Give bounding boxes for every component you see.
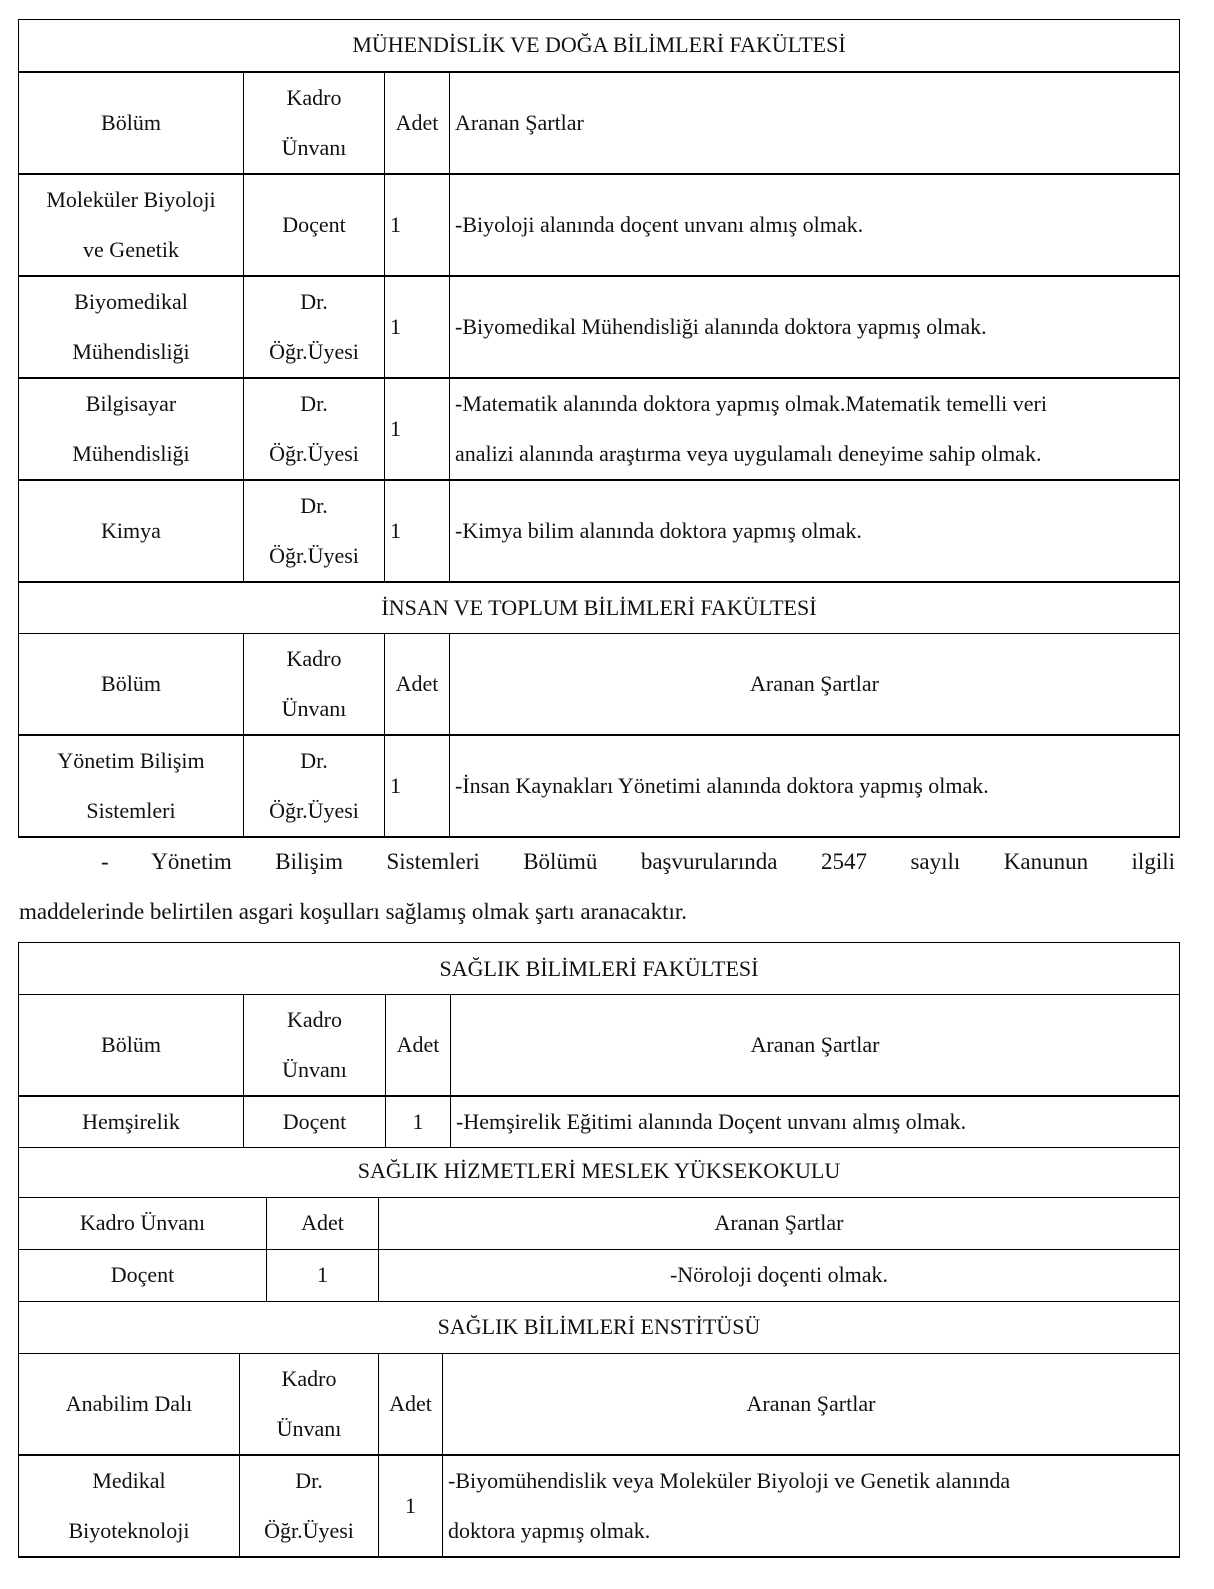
header-requirements: Aranan Şartlar: [379, 1197, 1180, 1249]
header-title-line1: Kadro: [281, 1365, 337, 1391]
requirements-line2: analizi alanında araştırma veya uygulamalı deneyime sahip olmak.: [455, 440, 1042, 466]
requirements-cell: -Biyoloji alanında doçent unvanı almış olmak.: [450, 174, 1180, 276]
header-count: Adet: [267, 1197, 379, 1249]
header-title: [244, 634, 385, 736]
note-line1: - Yönetim Bilişim Sistemleri Bölümü başvurularında 2547 sayılı Kanunun ilgili: [101, 849, 1175, 874]
note-paragraph: [19, 837, 1175, 937]
requirements-line2: doktora yapmış olmak.: [448, 1517, 651, 1543]
count-cell: 1: [385, 480, 450, 582]
requirements-cell: -Hemşirelik Eğitimi alanında Doçent unvanı almış olmak.: [451, 1096, 1180, 1148]
requirements-cell: -Kimya bilim alanında doktora yapmış olmak.: [450, 480, 1180, 582]
faculty-title: MÜHENDİSLİK VE DOĞA BİLİMLERİ FAKÜLTESİ: [19, 20, 1180, 72]
header-department: Anabilim Dalı: [19, 1353, 240, 1455]
title-cell: [244, 480, 385, 582]
count-cell: 1: [385, 174, 450, 276]
table-engineering-faculty: [18, 19, 1180, 838]
faculty-title: SAĞLIK BİLİMLERİ FAKÜLTESİ: [19, 943, 1180, 995]
faculty-title-row: [19, 582, 1180, 634]
header-title-line2: Ünvanı: [276, 1415, 342, 1441]
department-cell: [19, 378, 244, 480]
title-line1: Dr.: [300, 492, 328, 518]
title-line1: Dr.: [295, 1467, 323, 1493]
department-cell: Kimya: [19, 480, 244, 582]
institute-title-row: [19, 1301, 1180, 1353]
header-row: [19, 1197, 1180, 1249]
header-row: [19, 634, 1180, 736]
department-line2: Sistemleri: [86, 798, 176, 823]
department-line2: Mühendisliği: [72, 338, 190, 364]
institute-title: SAĞLIK BİLİMLERİ ENSTİTÜSÜ: [19, 1301, 1180, 1353]
requirements-cell: -Biyomedikal Mühendisliği alanında doktora yapmış olmak.: [450, 276, 1180, 378]
title-cell: [240, 1455, 379, 1557]
title-line2: Öğr.Üyesi: [269, 440, 359, 466]
table-row: [19, 378, 1180, 480]
department-line1: Medikal: [92, 1467, 166, 1493]
department-cell: [19, 735, 244, 837]
school-title-row: [19, 1145, 1180, 1197]
title-cell: Doçent: [244, 174, 385, 276]
title-cell: [244, 276, 385, 378]
header-count: Adet: [386, 995, 451, 1097]
table-row: [19, 1249, 1180, 1301]
department-line1: Yönetim Bilişim: [57, 748, 205, 773]
header-title: [244, 995, 386, 1097]
table-row: [19, 1096, 1180, 1148]
requirements-cell: -İnsan Kaynakları Yönetimi alanında doktora yapmış olmak.: [450, 735, 1180, 837]
header-department: Bölüm: [19, 72, 244, 174]
header-count: Adet: [379, 1353, 443, 1455]
header-row: [19, 995, 1180, 1097]
count-cell: 1: [385, 276, 450, 378]
header-title-line1: Kadro: [286, 646, 342, 671]
requirements-cell: [443, 1455, 1180, 1557]
title-line2: Öğr.Üyesi: [269, 542, 359, 568]
title-cell: [244, 378, 385, 480]
title-line1: Dr.: [300, 390, 328, 416]
requirements-cell: -Nöroloji doçenti olmak.: [379, 1249, 1180, 1301]
header-title: [240, 1353, 379, 1455]
table-vocational-school: [18, 1145, 1180, 1302]
department-line1: Bilgisayar: [85, 390, 177, 416]
count-cell: 1: [385, 735, 450, 837]
title-cell: Doçent: [244, 1096, 386, 1148]
header-row: [19, 1353, 1180, 1455]
table-health-sciences: [18, 942, 1180, 1148]
faculty-title-row: [19, 20, 1180, 72]
header-title-line1: Kadro: [286, 84, 342, 110]
table-row: [19, 735, 1180, 837]
faculty-title-row: [19, 943, 1180, 995]
header-title-line2: Ünvanı: [281, 134, 347, 160]
header-count: Adet: [385, 72, 450, 174]
title-line1: Dr.: [300, 748, 328, 773]
header-title: Kadro Ünvanı: [19, 1197, 267, 1249]
table-row: [19, 276, 1180, 378]
department-cell: [19, 276, 244, 378]
header-department: Bölüm: [19, 634, 244, 736]
title-line1: Dr.: [300, 288, 328, 314]
count-cell: 1: [385, 378, 450, 480]
faculty-title: İNSAN VE TOPLUM BİLİMLERİ FAKÜLTESİ: [19, 582, 1180, 634]
title-cell: Doçent: [19, 1249, 267, 1301]
department-line1: Biyomedikal: [74, 288, 188, 314]
requirements-line1: -Matematik alanında doktora yapmış olmak.Matematik temelli veri: [455, 390, 1047, 416]
department-line2: Mühendisliği: [72, 440, 190, 466]
title-line2: Öğr.Üyesi: [269, 798, 359, 823]
header-department: Bölüm: [19, 995, 244, 1097]
requirements-line1: -Biyomühendislik veya Moleküler Biyoloji ve Genetik alanında: [448, 1467, 1011, 1493]
title-cell: [244, 735, 385, 837]
header-requirements: Aranan Şartlar: [451, 995, 1180, 1097]
requirements-cell: [450, 378, 1180, 480]
count-cell: 1: [386, 1096, 451, 1148]
header-requirements: Aranan Şartlar: [450, 72, 1180, 174]
header-requirements: Aranan Şartlar: [443, 1353, 1180, 1455]
department-cell: [19, 1455, 240, 1557]
table-health-institute: [18, 1301, 1180, 1558]
title-line2: Öğr.Üyesi: [269, 338, 359, 364]
table-row: [19, 480, 1180, 582]
table-row: [19, 174, 1180, 276]
title-line2: Öğr.Üyesi: [264, 1517, 354, 1543]
department-cell: Hemşirelik: [19, 1096, 244, 1148]
school-title: SAĞLIK HİZMETLERİ MESLEK YÜKSEKOKULU: [19, 1145, 1180, 1197]
header-title: [244, 72, 385, 174]
header-title-line1: Kadro: [287, 1007, 342, 1032]
header-count: Adet: [385, 634, 450, 736]
department-line2: ve Genetik: [83, 236, 179, 262]
header-requirements: Aranan Şartlar: [450, 634, 1180, 736]
header-title-line2: Ünvanı: [282, 1057, 347, 1082]
department-line1: Moleküler Biyoloji: [46, 186, 216, 212]
department-line2: Biyoteknoloji: [68, 1517, 190, 1543]
table-row: [19, 1455, 1180, 1557]
header-row: [19, 72, 1180, 174]
count-cell: 1: [379, 1455, 443, 1557]
note-line2: maddelerinde belirtilen asgari koşulları sağlamış olmak şartı aranacaktır.: [19, 899, 688, 924]
count-cell: 1: [267, 1249, 379, 1301]
header-title-line2: Ünvanı: [281, 696, 347, 721]
department-cell: [19, 174, 244, 276]
